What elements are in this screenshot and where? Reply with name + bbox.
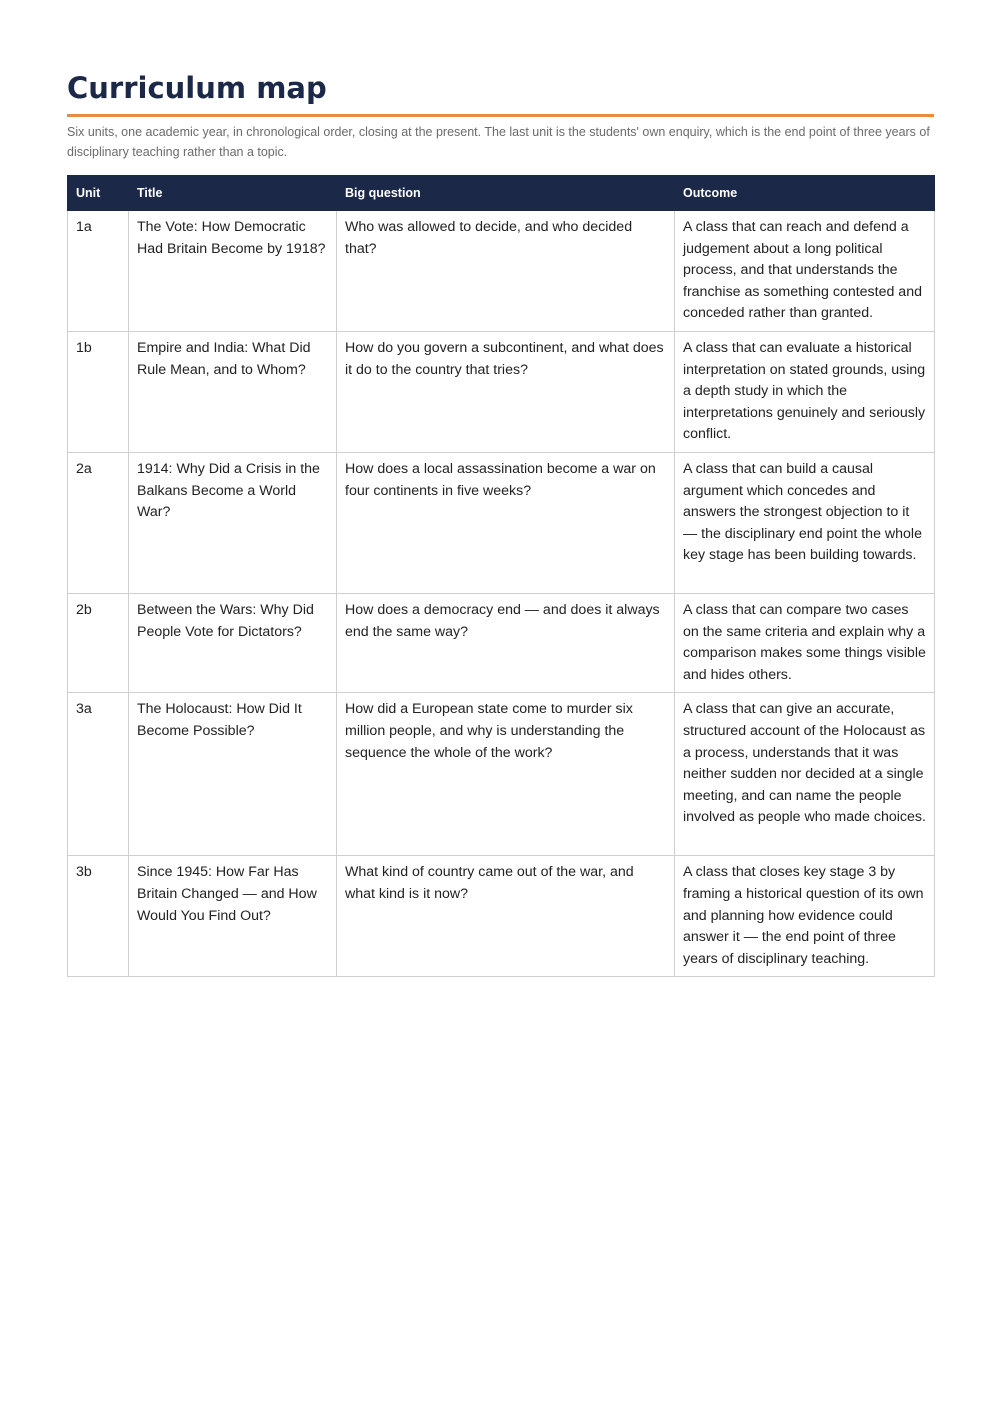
cell-outcome: A class that can give an accurate, structured account of the Holocaust as a process, understands that it was neither sudden nor decided at a single meeting, and can name the people involved as people who made choices. xyxy=(675,693,935,856)
cell-title: Since 1945: How Far Has Britain Changed — and How Would You Find Out? xyxy=(129,856,337,977)
cell-title: Empire and India: What Did Rule Mean, and to Whom? xyxy=(129,331,337,452)
cell-unit: 3b xyxy=(68,856,129,977)
table-row xyxy=(68,331,935,452)
cell-outcome: A class that can evaluate a historical interpretation on stated grounds, using a depth study in which the interpretations genuinely and seriously conflict. xyxy=(675,331,935,452)
table-row xyxy=(68,593,935,692)
cell-title: Between the Wars: Why Did People Vote for Dictators? xyxy=(129,593,337,692)
cell-outcome: A class that can compare two cases on the same criteria and explain why a comparison makes some things visible and hides others. xyxy=(675,593,935,692)
table-row xyxy=(68,856,935,977)
header-title: Title xyxy=(129,176,337,211)
header-outcome: Outcome xyxy=(675,176,935,211)
cell-big-question: What kind of country came out of the war, and what kind is it now? xyxy=(337,856,675,977)
curriculum-table xyxy=(67,175,935,977)
cell-big-question: How does a democracy end — and does it always end the same way? xyxy=(337,593,675,692)
table-header-row xyxy=(68,176,935,211)
title-divider xyxy=(67,114,934,117)
cell-unit: 2b xyxy=(68,593,129,692)
cell-outcome: A class that closes key stage 3 by framing a historical question of its own and planning how evidence could answer it — the end point of three years of disciplinary teaching. xyxy=(675,856,935,977)
cell-unit: 2a xyxy=(68,452,129,593)
document-page xyxy=(67,66,934,977)
cell-unit: 3a xyxy=(68,693,129,856)
cell-big-question: How did a European state come to murder six million people, and why is understanding the sequence the whole of the work? xyxy=(337,693,675,856)
cell-outcome: A class that can reach and defend a judgement about a long political process, and that understands the franchise as something contested and conceded rather than granted. xyxy=(675,211,935,332)
page-title: Curriculum map xyxy=(67,71,327,105)
intro-text: Six units, one academic year, in chronological order, closing at the present. The last unit is the students' own enquiry, which is the end point of three years of disciplinary teaching rather than a topic. xyxy=(67,125,930,159)
cell-unit: 1a xyxy=(68,211,129,332)
cell-big-question: How do you govern a subcontinent, and what does it do to the country that tries? xyxy=(337,331,675,452)
cell-outcome: A class that can build a causal argument which concedes and answers the strongest objection to it — the disciplinary end point the whole key stage has been building towards. xyxy=(675,452,935,593)
table-row xyxy=(68,693,935,856)
cell-title: The Vote: How Democratic Had Britain Become by 1918? xyxy=(129,211,337,332)
cell-title: 1914: Why Did a Crisis in the Balkans Become a World War? xyxy=(129,452,337,593)
table-row xyxy=(68,211,935,332)
cell-big-question: How does a local assassination become a war on four continents in five weeks? xyxy=(337,452,675,593)
table-row xyxy=(68,452,935,593)
cell-unit: 1b xyxy=(68,331,129,452)
cell-title: The Holocaust: How Did It Become Possible? xyxy=(129,693,337,856)
header-unit: Unit xyxy=(68,176,129,211)
header-big-question: Big question xyxy=(337,176,675,211)
cell-big-question: Who was allowed to decide, and who decided that? xyxy=(337,211,675,332)
